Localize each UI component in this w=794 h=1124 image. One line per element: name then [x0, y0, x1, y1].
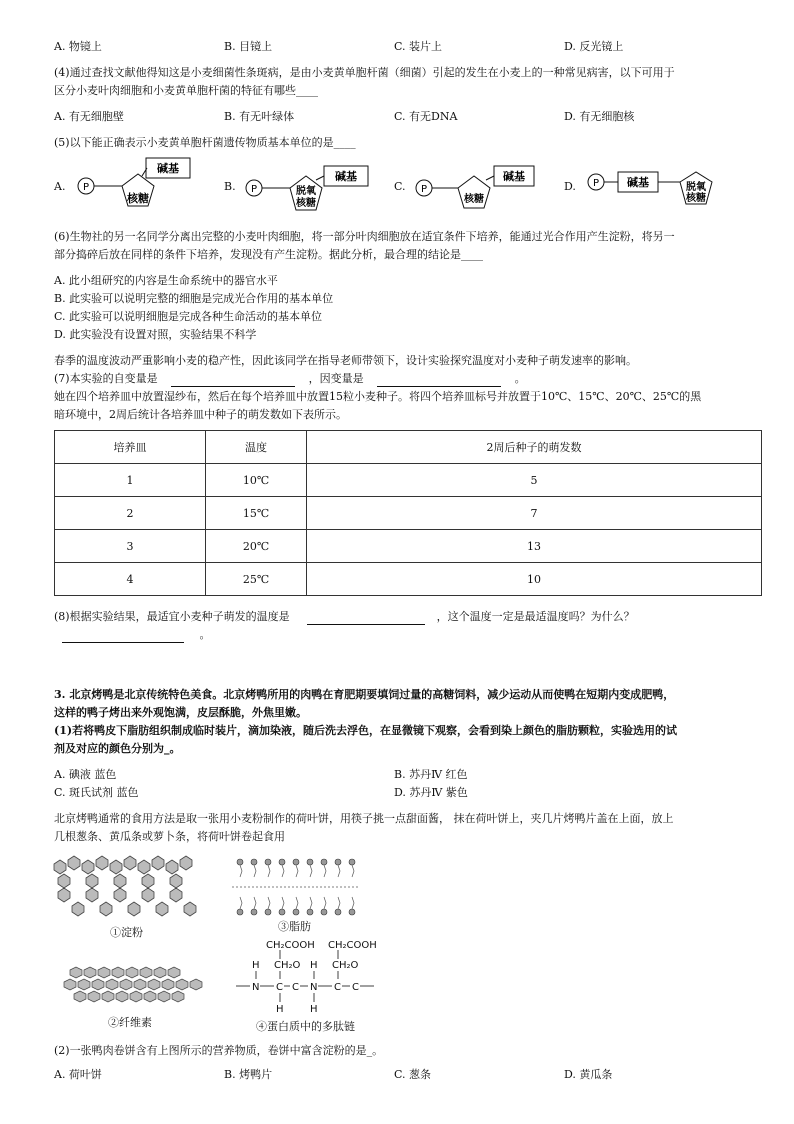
svg-text:碱基: 碱基 — [157, 162, 179, 175]
svg-text:P: P — [420, 184, 428, 195]
q7-part-1: (7)本实验的自变量是 — [54, 372, 158, 385]
svg-text:H: H — [252, 960, 260, 971]
setup-line-2: 暗环境中，2周后统计各培养皿中种子的萌发数如下表所示。 — [54, 408, 347, 421]
table-row — [55, 530, 762, 563]
q6-option-b: B. 此实验可以说明完整的细胞是完成光合作用的基本单位 — [54, 292, 334, 305]
table-header-row — [55, 431, 762, 464]
cell-count: 7 — [307, 497, 762, 530]
q4-option-c: C. 有无DNA — [394, 110, 458, 123]
cell-temperature: 20℃ — [206, 530, 307, 563]
cell-dish: 4 — [55, 563, 206, 596]
q4-stem-2: 区分小麦叶肉细胞和小麦黄单胞杆菌的特征有哪些____ — [54, 84, 318, 97]
cellulose-label: ②纤维素 — [108, 1016, 152, 1029]
cell-count: 10 — [307, 563, 762, 596]
q7-part-2: ，因变量是 — [308, 372, 364, 385]
svg-text:核糖: 核糖 — [464, 194, 484, 205]
nucleotide-diagram-b — [240, 166, 380, 226]
q5-option-a: A. — [54, 180, 66, 193]
germination-table — [54, 430, 762, 596]
q8-line-2 — [62, 626, 211, 643]
q6-option-c: C. 此实验可以说明细胞是完成各种生命活动的基本单位 — [54, 310, 323, 323]
q3-option-a: A. 碘液 蓝色 — [54, 768, 117, 781]
setup-line-1: 她在四个培养皿中放置湿纱布，然后在每个培养皿中放置15粒小麦种子。将四个培养皿标号并放置于10℃、15℃、20℃、25℃的黑 — [54, 390, 702, 403]
svg-text:CH₂O: CH₂O — [332, 960, 359, 971]
fat-label: ③脂肪 — [278, 920, 311, 933]
q6-stem-1: (6)生物社的另一名同学分离出完整的小麦叶肉细胞，将一部分叶肉细胞放在适宜条件下培养，能通过光合作用产生淀粉，将另一 — [54, 230, 675, 243]
q4-option-d: D. 有无细胞核 — [564, 110, 635, 123]
cell-temperature: 10℃ — [206, 464, 307, 497]
cell-dish: 1 — [55, 464, 206, 497]
table-row — [55, 464, 762, 497]
q3-option-c: C. 斑氏试剂 蓝色 — [54, 786, 139, 799]
option-c: C. 装片上 — [394, 40, 443, 53]
nucleotide-diagram-c — [410, 166, 550, 226]
q3-stem-2: 这样的鸭子烤出来外观饱满，皮层酥脆，外焦里嫩。 — [54, 706, 307, 719]
cell-count: 5 — [307, 464, 762, 497]
q3-sub2-option-c: C. 葱条 — [394, 1068, 432, 1081]
svg-text:C: C — [276, 982, 283, 993]
svg-text:P: P — [250, 184, 258, 195]
q7-line — [54, 370, 526, 387]
option-a: A. 物镜上 — [54, 40, 102, 53]
q8-part-1: (8)根据实验结果，最适宜小麦种子萌发的温度是 — [54, 610, 290, 623]
option-b: B. 目镜上 — [224, 40, 273, 53]
q4-stem-1: (4)通过查找文献他得知这是小麦细菌性条斑病，是由小麦黄单胞杆菌（细菌）引起的发生在小麦上的一种常见病害，以下可用于 — [54, 66, 675, 79]
svg-text:CH₂COOH: CH₂COOH — [266, 940, 315, 951]
svg-text:P: P — [82, 182, 90, 193]
q3-option-b: B. 苏丹Ⅳ 红色 — [394, 768, 468, 781]
polypeptide-label: ④蛋白质中的多肽链 — [256, 1020, 355, 1033]
temperature-intro: 春季的温度波动严重影响小麦的稳产性，因此该同学在指导老师带领下，设计实验探究温度对小麦种子萌发速率的影响。 — [54, 354, 637, 367]
q3-sub1-2: 剂及对应的颜色分别为_。 — [54, 742, 181, 755]
q3-sub2-option-d: D. 黄瓜条 — [564, 1068, 613, 1081]
polypeptide-figure — [236, 938, 396, 1020]
svg-text:核糖: 核糖 — [686, 193, 706, 204]
svg-text:H: H — [310, 960, 318, 971]
q8-line — [54, 608, 635, 625]
svg-text:碱基: 碱基 — [627, 176, 649, 189]
svg-text:脱氧: 脱氧 — [296, 186, 316, 197]
cell-temperature: 25℃ — [206, 563, 307, 596]
q5-option-c: C. — [394, 180, 406, 193]
svg-text:H: H — [310, 1004, 318, 1015]
svg-text:C: C — [334, 982, 341, 993]
svg-text:N: N — [252, 982, 260, 993]
cell-dish: 2 — [55, 497, 206, 530]
nucleotide-diagram-a — [72, 158, 212, 218]
svg-text:C: C — [352, 982, 359, 993]
svg-text:P: P — [592, 178, 600, 189]
table-row — [55, 497, 762, 530]
q6-stem-2: 部分捣碎后放在同样的条件下培养，发现没有产生淀粉。据此分析，最合理的结论是____ — [54, 248, 483, 261]
q8-temperature-blank[interactable] — [307, 612, 425, 625]
q5-option-d: D. — [564, 180, 576, 193]
q4-option-a: A. 有无细胞壁 — [54, 110, 124, 123]
q3-sub2-option-b: B. 烤鸭片 — [224, 1068, 273, 1081]
q5-option-b: B. — [224, 180, 236, 193]
q6-option-d: D. 此实验没有设置对照，实验结果不科学 — [54, 328, 257, 341]
table-row — [55, 563, 762, 596]
starch-label: ①淀粉 — [110, 926, 143, 939]
q3-stem-1: 3. 北京烤鸭是北京传统特色美食。北京烤鸭所用的肉鸭在育肥期要填饲过量的高糖饲料，减少运动从而使鸭在短期内变成肥鸭， — [54, 688, 675, 701]
cellulose-figure — [60, 966, 210, 1006]
q7-independent-blank[interactable] — [171, 374, 295, 387]
header-temperature: 温度 — [206, 431, 307, 464]
svg-text:CH₂COOH: CH₂COOH — [328, 940, 377, 951]
svg-text:核糖: 核糖 — [127, 192, 149, 205]
q3-sub1-1: (1)若将鸭皮下脂肪组织制成临时装片，滴加染液，随后洗去浮色，在显微镜下观察，会看到染上颜色的脂肪颗粒，实验选用的试 — [54, 724, 678, 737]
cell-dish: 3 — [55, 530, 206, 563]
q3-eat-1: 北京烤鸭通常的食用方法是取一张用小麦粉制作的荷叶饼，用筷子挑一点甜面酱， 抹在荷叶饼上，夹几片烤鸭片盖在上面，放上 — [54, 812, 674, 825]
svg-text:C: C — [292, 982, 299, 993]
q3-eat-2: 几根葱条、黄瓜条或萝卜条，将荷叶饼卷起食用 — [54, 830, 285, 843]
svg-text:N: N — [310, 982, 318, 993]
cell-count: 13 — [307, 530, 762, 563]
q3-option-d: D. 苏丹Ⅳ 紫色 — [394, 786, 468, 799]
cell-temperature: 15℃ — [206, 497, 307, 530]
q7-part-3: 。 — [514, 372, 526, 385]
svg-text:碱基: 碱基 — [503, 170, 525, 183]
header-germination-count: 2周后种子的萌发数 — [307, 431, 762, 464]
svg-text:碱基: 碱基 — [335, 170, 357, 183]
svg-text:核糖: 核糖 — [296, 198, 316, 209]
q8-reason-blank[interactable] — [62, 630, 184, 643]
q4-option-b: B. 有无叶绿体 — [224, 110, 295, 123]
q7-dependent-blank[interactable] — [377, 374, 501, 387]
q3-sub2-option-a: A. 荷叶饼 — [54, 1068, 102, 1081]
q6-option-a: A. 此小组研究的内容是生命系统中的器官水平 — [54, 274, 278, 287]
q3-sub2-stem: (2)一张鸭肉卷饼含有上图所示的营养物质，卷饼中富含淀粉的是_。 — [54, 1044, 384, 1057]
svg-text:CH₂O: CH₂O — [274, 960, 301, 971]
svg-text:H: H — [276, 1004, 284, 1015]
starch-figure — [48, 856, 208, 922]
svg-text:脱氧: 脱氧 — [686, 182, 706, 193]
header-dish: 培养皿 — [55, 431, 206, 464]
option-d: D. 反光镜上 — [564, 40, 624, 53]
q8-part-2: ，这个温度一定是最适温度吗？为什么？ — [436, 610, 635, 623]
q5-stem: (5)以下能正确表示小麦黄单胞杆菌遗传物质基本单位的是____ — [54, 136, 356, 149]
fat-figure — [232, 856, 362, 918]
q8-part-3: 。 — [199, 628, 211, 641]
nucleotide-diagram-d — [584, 166, 724, 216]
